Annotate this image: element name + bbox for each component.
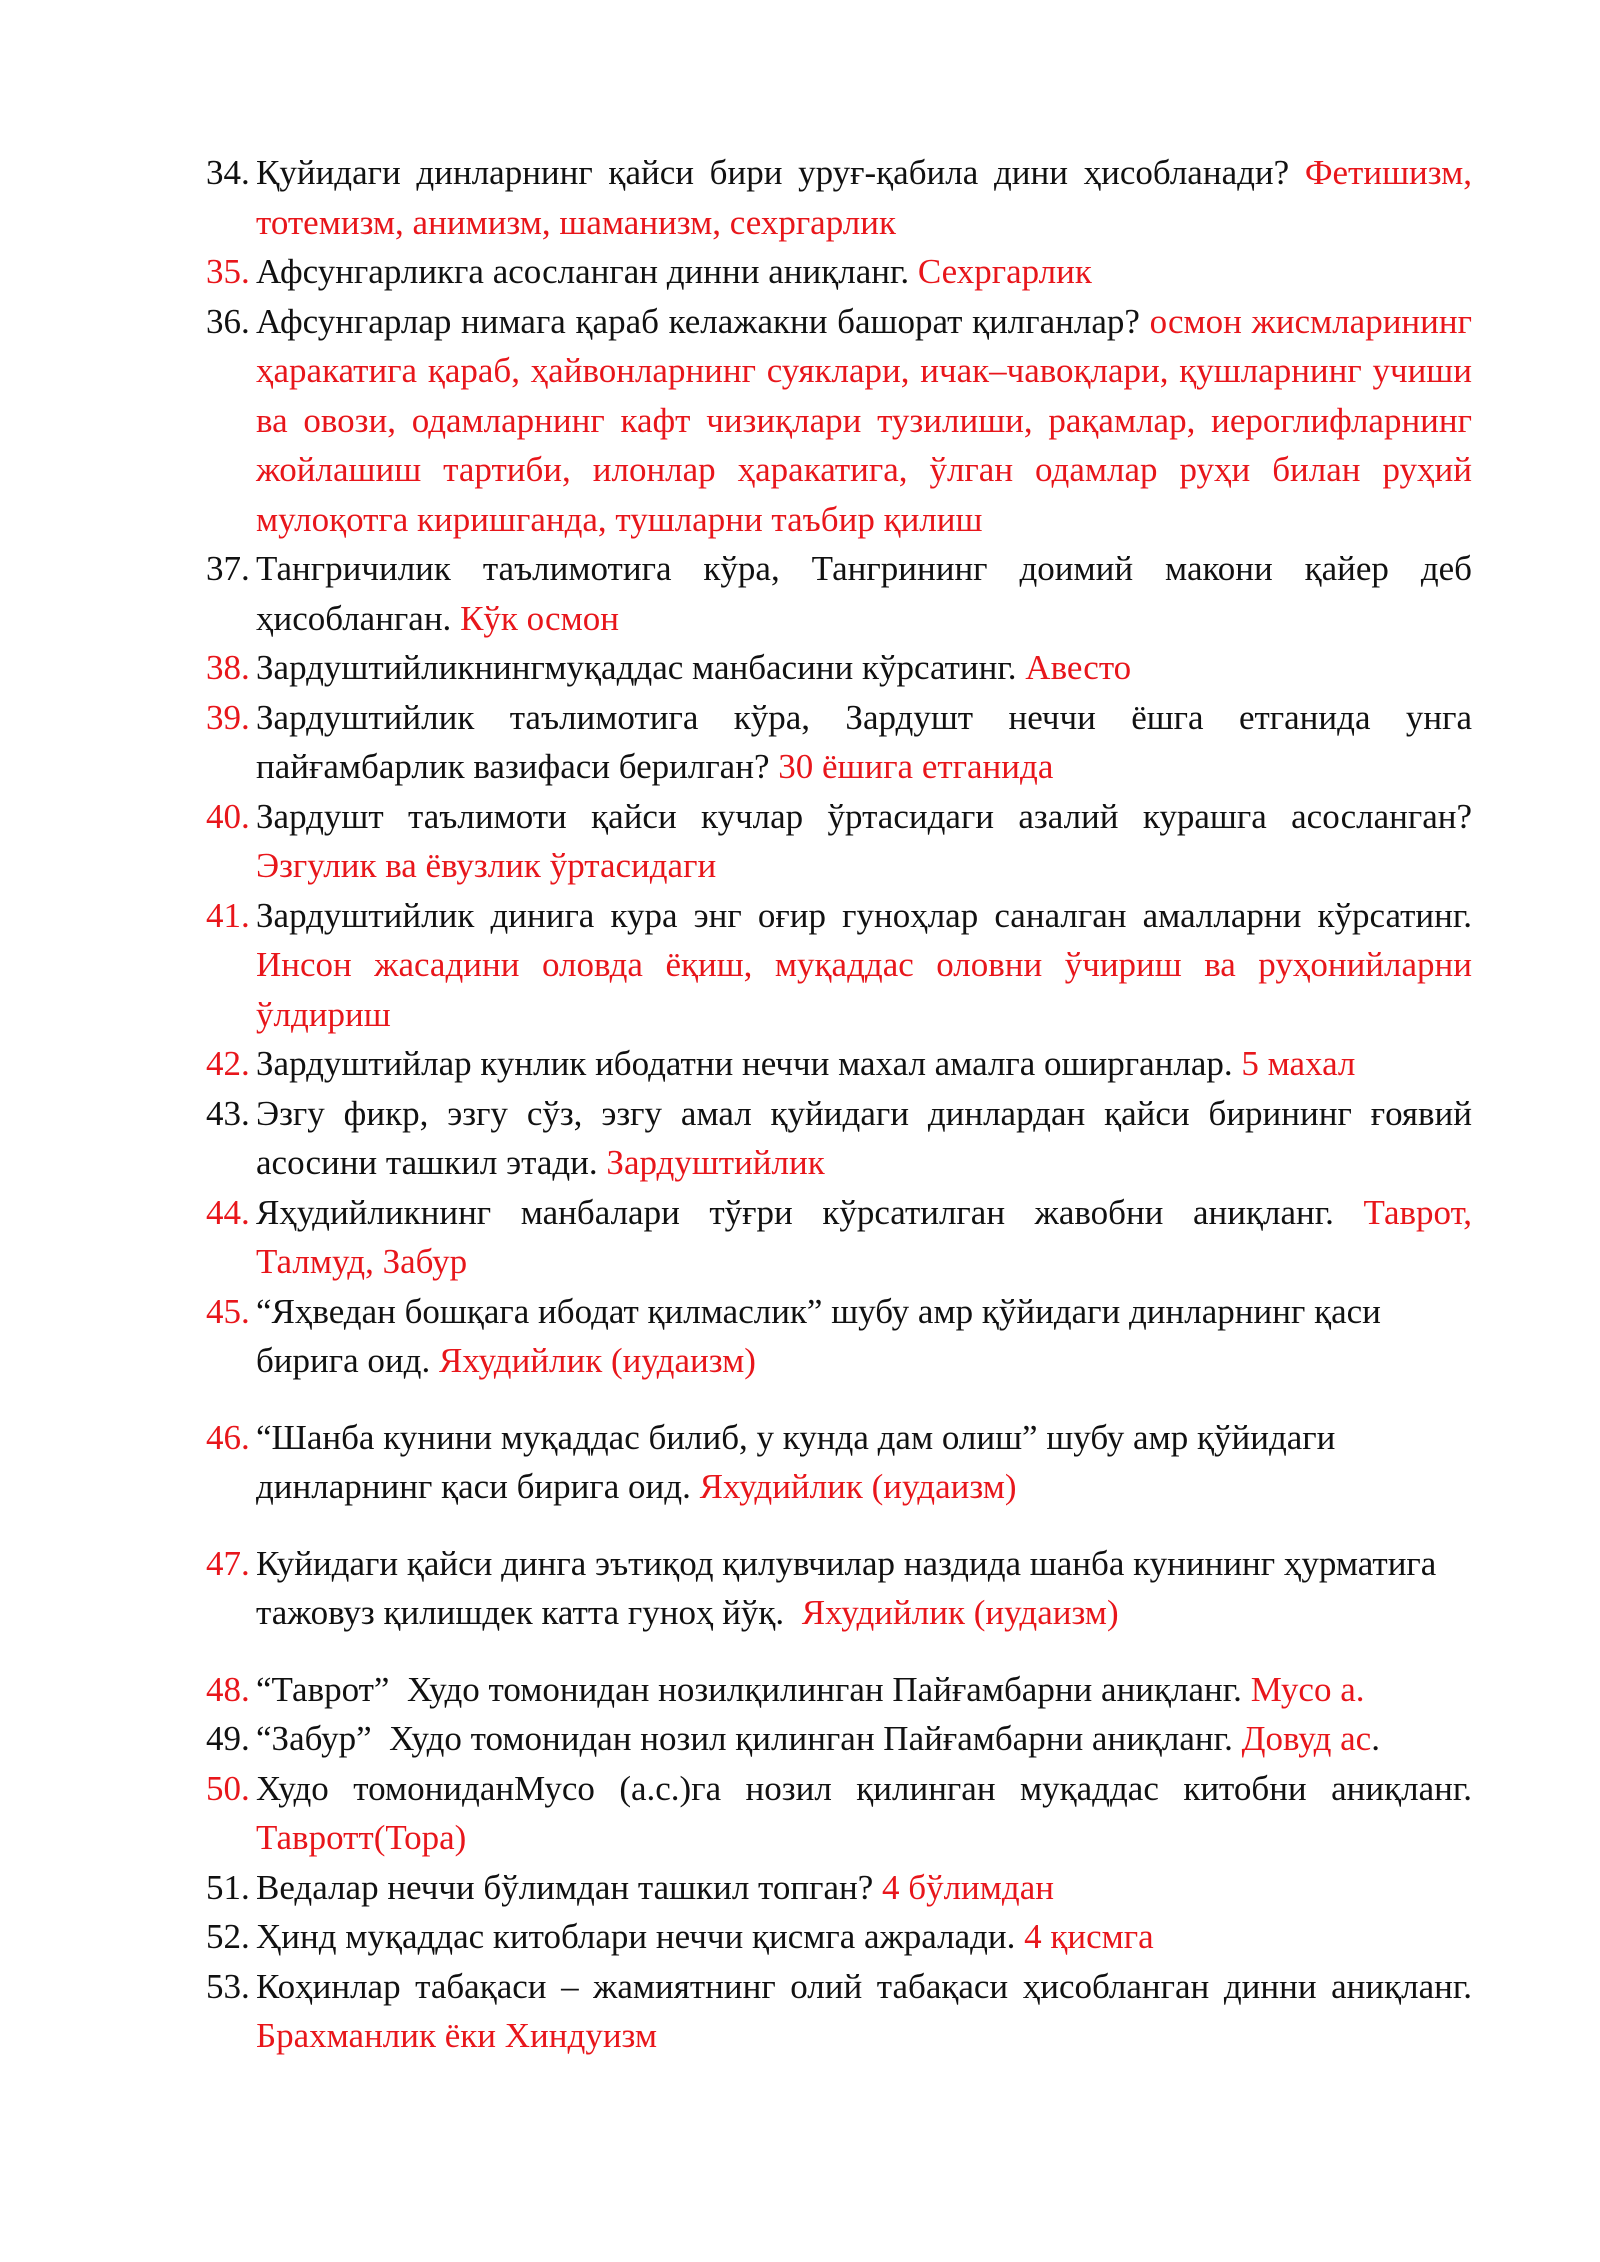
answer-text: Сехргарлик	[917, 252, 1092, 291]
item-number: 51.	[206, 1867, 250, 1907]
list-item-40	[206, 792, 1472, 891]
list-item-34	[206, 148, 1472, 247]
question-text: “Забур” Худо томонидан нозил қилинган Пайғамбарни аниқланг.	[256, 1719, 1242, 1758]
item-body	[256, 1039, 1472, 1089]
question-text: Ҳинд муқаддас китоблари неччи қисмга ажралади.	[256, 1917, 1025, 1956]
question-text: “Шанба кунини муқаддас билиб, у кунда дам олиш” шубу амр қўйидаги динларнинг қаси бирига оид.	[256, 1417, 1336, 1506]
answer-text: Фетишизм, тотемизм, анимизм, шаманизм, сехргарлик	[256, 153, 1472, 242]
answer-text: Мусо а.	[1250, 1669, 1365, 1709]
item-number: 36.	[206, 301, 250, 341]
question-text: Зардушт таълимоти қайси кучлар ўртасидаги азалий курашга асосланган?	[256, 796, 1472, 836]
item-number: 38.	[206, 648, 250, 687]
answer-text: осмон жисмларининг ҳаракатига қараб, ҳайвонларнинг суяклари, ичак–чавоқлари, қушларнинг учиши ва овози, одамларнинг кафт чизиқлари тузилиши, рақамлар, иероглифларнинг жойлашиш тартиби, илонлар ҳаракатига, ўлган одамлар руҳи билан руҳий мулоқотга киришганда, тушларни таъбир қилиш	[256, 301, 1472, 539]
item-number: 46.	[206, 1417, 250, 1457]
answer-text: 5 махал	[1241, 1044, 1356, 1083]
list-item-38	[206, 643, 1472, 693]
list-item-43	[206, 1089, 1472, 1188]
item-body	[256, 148, 1472, 247]
item-number: 45.	[206, 1291, 250, 1331]
item-number: 42.	[206, 1044, 250, 1083]
answer-text: Брахманлик ёки Хиндуизм	[256, 2016, 658, 2055]
item-number: 43.	[206, 1093, 250, 1133]
question-text: Афсунгарлар нимага қараб келажакни башорат қилганлар?	[256, 301, 1150, 341]
question-text: Куйидаги қайси динга эътиқод қилувчилар наздида шанба кунининг ҳурматига тажовуз қилишдек катта гуноҳ йўқ.	[256, 1543, 1446, 1632]
item-body	[256, 891, 1472, 1040]
item-number: 47.	[206, 1543, 250, 1583]
answer-text: Яхудийлик (иудаизм)	[801, 1593, 1119, 1632]
question-text: Зардуштийлик таълимотига кўра, Зардушт неччи ёшга етганида унга пайғамбарлик вазифаси берилган?	[256, 697, 1472, 786]
question-text: Эзгу фикр, эзгу сўз, эзгу амал қуйидаги динлардан қайси бирининг ғоявий асосини ташкил этади.	[256, 1093, 1472, 1182]
list-item-35	[206, 247, 1472, 297]
answer-text: Яхудийлик (иудаизм)	[699, 1467, 1017, 1506]
item-body	[256, 247, 1472, 297]
answer-text: Кўк осмон	[460, 598, 619, 638]
item-body	[256, 1665, 1472, 1715]
question-text: Зардуштийликнингмуқаддас манбасини кўрсатинг.	[256, 648, 1026, 687]
list-item-52	[206, 1912, 1472, 1962]
question-text: Зардуштийлик динига кура энг оғир гуноҳлар саналган амалларни кўрсатинг.	[256, 895, 1472, 935]
list-item-50	[206, 1764, 1472, 1863]
list-item-42	[206, 1039, 1472, 1089]
item-body	[256, 1912, 1472, 1962]
item-number: 37.	[206, 549, 250, 588]
list-item-51	[206, 1863, 1472, 1913]
question-text: Зардуштийлар кунлик ибодатни неччи махал амалга оширганлар.	[256, 1044, 1242, 1083]
item-number: 41.	[206, 895, 250, 935]
question-text: Ведалар неччи бўлимдан ташкил топган?	[256, 1867, 883, 1907]
item-body	[256, 544, 1472, 643]
answer-text: 30 ёшига етганида	[778, 747, 1054, 786]
item-number: 48.	[206, 1669, 250, 1709]
item-number: 39.	[206, 697, 250, 737]
item-number: 53.	[206, 1966, 250, 2006]
list-item-44	[206, 1188, 1472, 1287]
answer-text: Зардуштийлик	[606, 1143, 825, 1182]
question-text: Афсунгарликга асосланган динни аниқланг.	[256, 252, 918, 291]
question-text: Қуйидаги динларнинг қайси бири уруғ-қабила дини ҳисобланади?	[256, 153, 1305, 192]
list-item-47	[206, 1539, 1472, 1638]
item-number: 35.	[206, 252, 250, 291]
item-body	[256, 1413, 1472, 1512]
list-item-37	[206, 544, 1472, 643]
item-body	[256, 1962, 1472, 2061]
answer-text: Таврот, Талмуд, Забур	[256, 1192, 1472, 1281]
question-list	[206, 148, 1472, 2061]
question-text: “Яҳведан бошқага ибодат қилмаслик” шубу амр қўйидаги динларнинг қаси бирига оид.	[256, 1291, 1381, 1380]
trailing-text: .	[1371, 1719, 1380, 1758]
item-body	[256, 1764, 1472, 1863]
item-body	[256, 297, 1472, 545]
answer-text: Инсон жасадини оловда ёқиш, муқаддас оловни ўчириш ва руҳонийларни ўлдириш	[256, 945, 1472, 1034]
question-text: Худо томониданМусо (а.с.)га нозил қилинган муқаддас китобни аниқланг.	[256, 1768, 1472, 1808]
item-body	[256, 693, 1472, 792]
answer-text: Яхудийлик (иудаизм)	[438, 1341, 756, 1380]
item-body	[256, 1714, 1472, 1764]
list-item-48	[206, 1665, 1472, 1715]
item-number: 50.	[206, 1768, 250, 1808]
question-text: Коҳинлар табақаси – жамиятнинг олий табақаси ҳисобланган динни аниқланг.	[256, 1966, 1472, 2006]
list-item-49	[206, 1714, 1472, 1764]
list-item-53	[206, 1962, 1472, 2061]
item-body	[256, 1287, 1472, 1386]
list-item-45	[206, 1287, 1472, 1386]
question-text: Яҳудийликнинг манбалари тўғри кўрсатилган жавобни аниқланг.	[256, 1192, 1364, 1232]
item-body	[256, 1089, 1472, 1188]
list-item-36	[206, 297, 1472, 545]
list-item-41	[206, 891, 1472, 1040]
item-number: 34.	[206, 153, 250, 192]
item-number: 49.	[206, 1719, 250, 1758]
question-text: “Таврот” Худо томонидан нозилқилинган Пайғамбарни аниқланг.	[256, 1669, 1251, 1709]
item-body	[256, 1188, 1472, 1287]
item-number: 40.	[206, 796, 250, 836]
answer-text: Авесто	[1025, 648, 1132, 687]
item-body	[256, 1539, 1472, 1638]
question-text: Тангричилик таълимотига кўра, Тангрининг доимий макони қайер деб ҳисобланган.	[256, 549, 1472, 638]
item-body	[256, 643, 1472, 693]
list-item-46	[206, 1413, 1472, 1512]
answer-text: Эзгулик ва ёвузлик ўртасидаги	[256, 846, 717, 885]
answer-text: Тавротт(Тора)	[256, 1818, 467, 1857]
answer-text: Довуд ас	[1241, 1719, 1372, 1758]
item-number: 44.	[206, 1192, 250, 1232]
item-body	[256, 1863, 1472, 1913]
answer-text: 4 қисмга	[1024, 1917, 1154, 1956]
item-body	[256, 792, 1472, 891]
list-item-39	[206, 693, 1472, 792]
answer-text: 4 бўлимдан	[882, 1867, 1054, 1907]
item-number: 52.	[206, 1917, 250, 1956]
